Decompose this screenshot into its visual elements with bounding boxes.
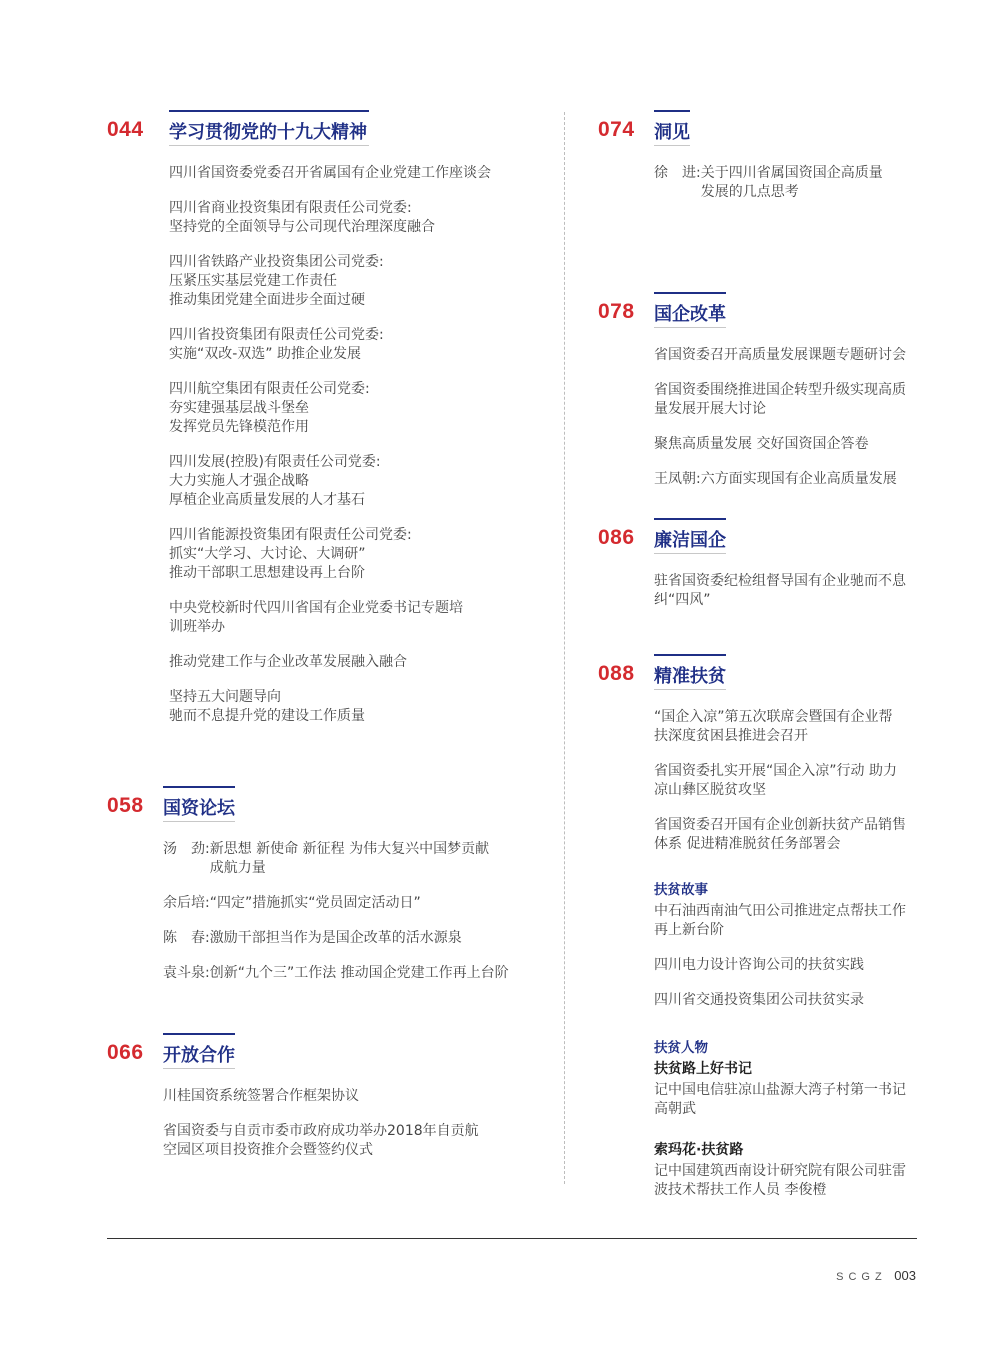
column-divider [564, 112, 565, 1184]
article-list [654, 346, 906, 505]
article-item[interactable]: 四川省投资集团有限责任公司党委: 实施“双改-双选” 助推企业发展 [169, 327, 384, 362]
section-title: 精准扶贫 [654, 666, 726, 687]
article-item[interactable]: “国企入凉”第五次联席会暨国有企业帮 扶深度贫困县推进会召开 [654, 709, 893, 744]
article-item[interactable]: 四川航空集团有限责任公司党委: 夯实建强基层战斗堡垒 发挥党员先锋模范作用 [169, 381, 370, 435]
article-list [163, 1087, 479, 1176]
article-item[interactable]: 省国资委围绕推进国企转型升级实现高质 量发展开展大讨论 [654, 382, 906, 417]
section-078 [598, 290, 928, 487]
section-rule-bottom [163, 821, 235, 822]
section-title: 学习贯彻党的十九大精神 [169, 122, 367, 143]
section-title: 开放合作 [163, 1045, 235, 1066]
section-066 [107, 1031, 547, 1158]
article-item[interactable]: 中央党校新时代四川省国有企业党委书记专题培 训班举办 [169, 600, 463, 635]
section-074 [598, 108, 928, 200]
section-number: 058 [107, 794, 144, 817]
article-item[interactable]: 聚焦高质量发展 交好国资国企答卷 [654, 436, 869, 452]
section-header [598, 290, 928, 334]
author-name: 袁斗泉: [163, 965, 210, 981]
section-header [107, 784, 547, 828]
article-item[interactable]: 四川省国资委党委召开省属国有企业党建工作座谈会 [169, 165, 491, 181]
article-list [163, 840, 509, 999]
section-number: 074 [598, 118, 635, 141]
section-rule-top [654, 110, 690, 112]
section-header [107, 108, 547, 152]
article-item[interactable]: 袁斗泉: 创新“九个三”工作法 推动国企党建工作再上台阶 [163, 965, 509, 981]
article-item[interactable]: 省国资委召开国有企业创新扶贫产品销售 体系 促进精准脱贫任务部署会 [654, 817, 906, 852]
page-footer [836, 1268, 916, 1283]
article-item[interactable]: 索玛花·扶贫路 记中国建筑西南设计研究院有限公司驻雷 波技术帮扶工作人员 李俊橙 [654, 1142, 906, 1198]
section-086 [598, 516, 928, 608]
section-title: 国资论坛 [163, 798, 235, 819]
subsection-heading: 扶贫人物 [654, 1040, 708, 1056]
author-name: 汤 劲: [163, 841, 210, 857]
article-list [169, 164, 491, 742]
section-rule-top [654, 518, 726, 520]
section-088 [598, 652, 928, 1198]
article-list [654, 708, 906, 1216]
section-header [107, 1031, 547, 1075]
section-title: 廉洁国企 [654, 530, 726, 551]
article-item[interactable]: 推动党建工作与企业改革发展融入融合 [169, 654, 407, 670]
article-item[interactable]: 汤 劲: 新思想 新使命 新征程 为伟大复兴中国梦贡献 成航力量 [163, 841, 490, 876]
article-list [654, 164, 883, 218]
section-rule-bottom [654, 327, 726, 328]
article-item[interactable]: 四川省商业投资集团有限责任公司党委: 坚持党的全面领导与公司现代治理深度融合 [169, 200, 435, 235]
section-header [598, 516, 928, 560]
feature-title: 索玛花·扶贫路 [654, 1142, 744, 1158]
author-name: 余后培: [163, 895, 210, 911]
section-number: 088 [598, 662, 635, 685]
article-item[interactable]: 徐 进: 关于四川省属国资国企高质量 发展的几点思考 [654, 165, 883, 200]
magazine-mark: SCGZ [836, 1271, 887, 1283]
section-rule-top [169, 110, 369, 112]
section-rule-bottom [654, 145, 690, 146]
section-rule-top [654, 292, 726, 294]
article-item[interactable]: 四川发展(控股)有限责任公司党委: 大力实施人才强企战略 厚植企业高质量发展的人才基石 [169, 454, 381, 508]
subsection-heading: 扶贫故事 [654, 882, 708, 898]
article-item[interactable]: 省国资委扎实开展“国企入凉”行动 助力 凉山彝区脱贫攻坚 [654, 763, 897, 798]
section-rule-bottom [654, 553, 726, 554]
article-item[interactable]: 坚持五大问题导向 驰而不息提升党的建设工作质量 [169, 689, 365, 724]
article-item[interactable]: 陈 春: 激励干部担当作为是国企改革的活水源泉 [163, 930, 462, 946]
section-header [598, 652, 928, 696]
section-rule-bottom [169, 145, 369, 146]
section-title: 洞见 [654, 122, 690, 143]
section-rule-bottom [654, 689, 726, 690]
section-header [598, 108, 928, 152]
article-item[interactable]: 驻省国资委纪检组督导国有企业驰而不息 纠“四风” [654, 573, 906, 608]
article-list [654, 572, 906, 626]
feature-title: 扶贫路上好书记 [654, 1061, 752, 1077]
article-item[interactable]: 四川省能源投资集团有限责任公司党委: 抓实“大学习、大讨论、大调研” 推动干部职工思想建设再上台阶 [169, 527, 412, 581]
article-item[interactable]: 省国资委与自贡市委市政府成功举办2018年自贡航 空园区项目投资推介会暨签约仪式 [163, 1123, 479, 1158]
section-rule-bottom [163, 1068, 235, 1069]
author-name: 陈 春: [163, 930, 210, 946]
section-number: 078 [598, 300, 635, 323]
section-058 [107, 784, 547, 981]
section-number: 066 [107, 1041, 144, 1064]
section-number: 086 [598, 526, 635, 549]
article-item[interactable]: 四川电力设计咨询公司的扶贫实践 [654, 957, 864, 973]
section-rule-top [163, 1033, 235, 1035]
article-item[interactable]: 余后培: “四定”措施抓实“党员固定活动日” [163, 895, 421, 911]
footer-rule [107, 1238, 917, 1239]
article-item[interactable]: 中石油西南油气田公司推进定点帮扶工作 再上新台阶 [654, 903, 906, 938]
page-number: 003 [894, 1268, 916, 1283]
article-item[interactable]: 四川省铁路产业投资集团公司党委: 压紧压实基层党建工作责任 推动集团党建全面进步全面过硬 [169, 254, 384, 308]
article-item[interactable]: 省国资委召开高质量发展课题专题研讨会 [654, 347, 906, 363]
section-number: 044 [107, 118, 144, 141]
article-item[interactable]: 王凤朝:六方面实现国有企业高质量发展 [654, 471, 897, 487]
section-044 [107, 108, 547, 724]
section-rule-top [654, 654, 726, 656]
article-item[interactable]: 扶贫路上好书记 记中国电信驻凉山盐源大湾子村第一书记 高朝武 [654, 1061, 906, 1117]
article-item[interactable]: 川桂国资系统签署合作框架协议 [163, 1088, 359, 1104]
section-title: 国企改革 [654, 304, 726, 325]
article-item[interactable]: 四川省交通投资集团公司扶贫实录 [654, 992, 864, 1008]
section-rule-top [163, 786, 235, 788]
author-name: 徐 进: [654, 165, 701, 181]
